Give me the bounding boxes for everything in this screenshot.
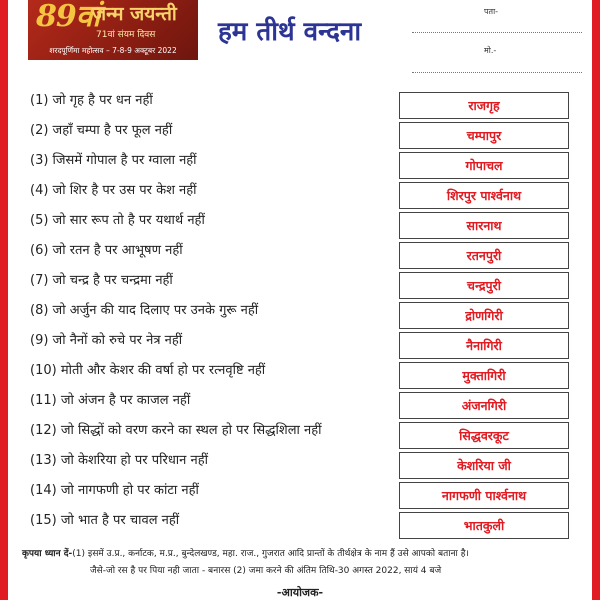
left-red-border xyxy=(0,0,8,600)
answer-box[interactable]: नागफणी पार्श्वनाथ xyxy=(399,482,569,509)
event-logo xyxy=(28,0,198,60)
address-label: पता- xyxy=(484,7,499,16)
answer-box[interactable]: सिद्धवरकूट xyxy=(399,422,569,449)
address-field-line[interactable] xyxy=(412,32,582,33)
note-line-1: (1) इसमें उ.प्र., कर्नाटक, म.प्र., बुन्देलखण्ड, महा. राज., गुजरात आदि प्रान्तों के तीर्थक्षेत्र के नाम हैं उसे आपको बताना है। xyxy=(72,549,469,559)
question-text: (12) जो सिद्धों को वरण करने का स्थल हो पर सिद्धशिला नहीं xyxy=(30,423,322,438)
answer-box[interactable]: चम्पापुर xyxy=(399,122,569,149)
question-text: (13) जो केशरिया हो पर परिधान नहीं xyxy=(30,453,209,468)
question-text: (9) जो नैनों को रुचे पर नेत्र नहीं xyxy=(30,333,183,348)
mobile-field-line[interactable] xyxy=(412,72,582,73)
question-text: (8) जो अर्जुन की याद दिलाए पर उनके गुरू नहीं xyxy=(30,303,259,318)
organizer-label: -आयोजक- xyxy=(276,586,324,599)
question-text: (10) मोती और केशर की वर्षा हो पर रत्नवृष्टि नहीं xyxy=(30,363,266,378)
logo-number: 89वां xyxy=(36,0,100,34)
question-text: (15) जो भात है पर चावल नहीं xyxy=(30,513,180,528)
answer-box[interactable]: सारनाथ xyxy=(399,212,569,239)
answer-box[interactable]: द्रोणगिरी xyxy=(399,302,569,329)
answer-box[interactable]: राजगृह xyxy=(399,92,569,119)
logo-subtitle: 71वां संयम दिवस xyxy=(96,30,156,40)
question-text: (3) जिसमें गोपाल है पर ग्वाला नहीं xyxy=(30,153,197,168)
answer-box[interactable]: अंजनगिरी xyxy=(399,392,569,419)
answer-box[interactable]: केशरिया जी xyxy=(399,452,569,479)
note-lead: कृपया ध्यान दें- xyxy=(22,549,73,559)
answer-box[interactable]: भातकुली xyxy=(399,512,569,539)
answer-box[interactable]: मुक्तागिरी xyxy=(399,362,569,389)
answer-box[interactable]: गोपाचल xyxy=(399,152,569,179)
logo-footer: शरदपूर्णिमा महोत्सव – 7-8-9 अक्टूबर 2022 xyxy=(49,46,177,55)
answer-box[interactable]: चन्द्रपुरी xyxy=(399,272,569,299)
question-text: (14) जो नागफणी हो पर कांटा नहीं xyxy=(30,483,199,498)
logo-title: जन्म जयन्ती xyxy=(92,3,177,25)
instructions-note xyxy=(22,546,582,580)
right-red-border xyxy=(592,0,600,600)
question-text: (6) जो रतन है पर आभूषण नहीं xyxy=(30,243,183,258)
note-line-2: जैसे-जो रस है पर पिया नही जाता - बनारस (2) जमा करने की अंतिम तिथि-30 अगस्त 2022, सायं 4 बजे xyxy=(90,566,442,576)
question-text: (11) जो अंजन है पर काजल नहीं xyxy=(30,393,191,408)
question-text: (7) जो चन्द्र है पर चन्द्रमा नहीं xyxy=(30,273,173,288)
question-text: (5) जो सार रूप तो है पर यथार्थ नहीं xyxy=(30,213,205,228)
page-title: हम तीर्थ वन्दना xyxy=(218,17,362,47)
question-text: (1) जो गृह है पर धन नहीं xyxy=(30,93,153,108)
answer-box[interactable]: शिरपुर पार्श्वनाथ xyxy=(399,182,569,209)
answer-box[interactable]: रतनपुरी xyxy=(399,242,569,269)
answer-box[interactable]: नैनागिरी xyxy=(399,332,569,359)
question-text: (4) जो शिर है पर उस पर केश नहीं xyxy=(30,183,197,198)
mobile-label: मो.- xyxy=(484,46,497,55)
question-text: (2) जहाँ चम्पा है पर फूल नहीं xyxy=(30,123,173,138)
